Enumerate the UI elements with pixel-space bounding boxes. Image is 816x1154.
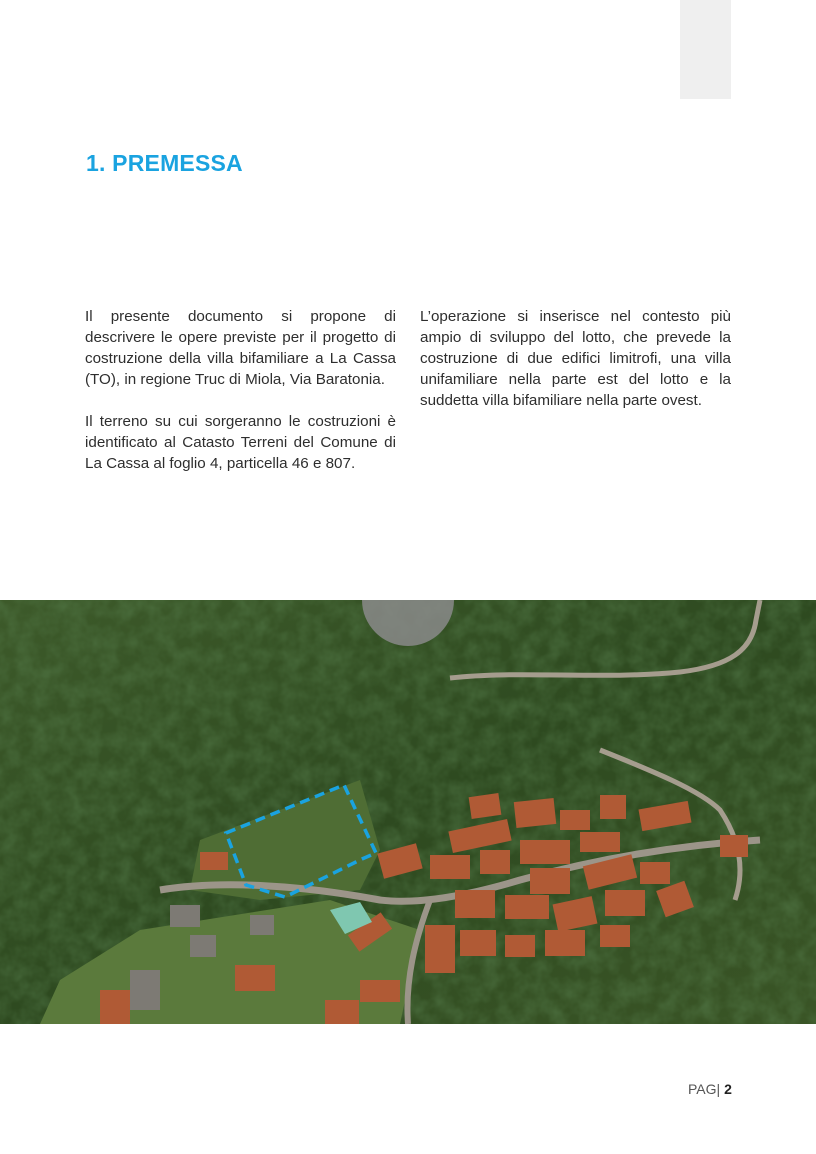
page-label: PAG| [688, 1081, 721, 1097]
aerial-photo [0, 600, 816, 1024]
left-text-column [85, 306, 396, 495]
paragraph-cadastral-data: Il terreno su cui sorgeranno le costruzioni è identificato al Catasto Terreni del Comune di La Cassa al foglio 4, particella 46 e 807. [85, 413, 396, 472]
paragraph-lot-context: L’operazione si inserisce nel contesto più ampio di sviluppo del lotto, che prevede la costruzione di due edifici limitrofi, una villa unifamiliare nella parte est del lotto e la suddetta villa bifamiliare nella parte ovest. [420, 308, 731, 409]
paragraph-project-description: Il presente documento si propone di descrivere le opere previste per il progetto di costruzione della villa bifamiliare a La Cassa (TO), in regione Truc di Miola, Via Baratonia. [85, 308, 396, 388]
page-number: 2 [724, 1081, 732, 1097]
section-heading: 1. PREMESSA [86, 150, 243, 176]
page-tab-marker [680, 0, 731, 99]
right-text-column [420, 306, 731, 432]
page-footer [688, 1081, 732, 1097]
